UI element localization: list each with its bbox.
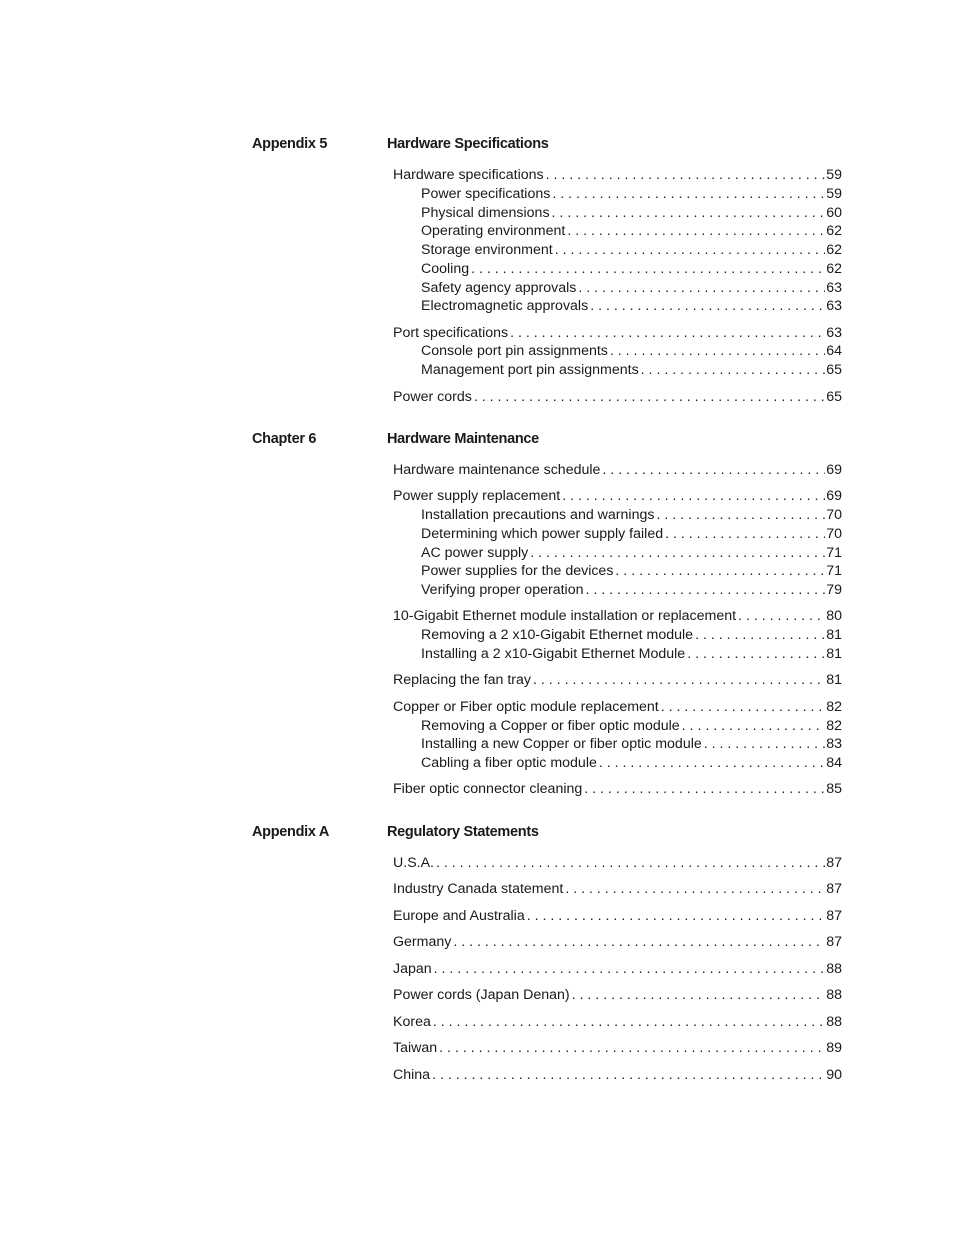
toc-entry-text: Determining which power supply failed — [421, 526, 664, 542]
toc-entry-text: Europe and Australia — [393, 908, 525, 924]
toc-entry[interactable] — [421, 544, 842, 562]
toc-entry-page: 62 — [826, 261, 842, 277]
toc-entry-text: Verifying proper operation — [421, 582, 584, 598]
toc-entry[interactable] — [421, 581, 842, 599]
toc-entry-page: 70 — [826, 507, 842, 523]
leader-dots — [615, 562, 825, 580]
toc-entry[interactable] — [393, 607, 842, 625]
section-title: Regulatory Statements — [387, 824, 539, 840]
toc-entry-page: 62 — [826, 242, 842, 258]
toc-entry-text: Removing a Copper or fiber optic module — [421, 718, 680, 734]
toc-entry[interactable] — [421, 717, 842, 735]
leader-dots — [661, 698, 825, 716]
toc-entry-text: Removing a 2 x10-Gigabit Ethernet module — [421, 627, 694, 643]
toc-entry[interactable] — [421, 297, 842, 315]
leader-dots — [434, 960, 826, 978]
toc-entry-page: 79 — [826, 582, 842, 598]
toc-entry-text: Hardware specifications — [393, 167, 544, 183]
leader-dots — [562, 487, 825, 505]
leader-dots — [433, 1013, 825, 1031]
toc-entry-page: 82 — [826, 699, 842, 715]
leader-dots — [695, 626, 825, 644]
section-label: Appendix A — [252, 824, 330, 840]
leader-dots — [687, 645, 825, 663]
toc-entry-text: Electromagnetic approvals — [421, 298, 589, 314]
toc-entry[interactable] — [393, 880, 842, 898]
toc-entry-page: 63 — [826, 298, 842, 314]
toc-entry-text: Safety agency approvals — [421, 280, 577, 296]
toc-entry-text: Management port pin assignments — [421, 362, 639, 378]
toc-entry[interactable] — [393, 780, 842, 798]
leader-dots — [572, 986, 826, 1004]
toc-entry-page: 64 — [826, 343, 842, 359]
toc-entry-page: 63 — [826, 280, 842, 296]
toc-entry-page: 59 — [826, 186, 842, 202]
toc-entry[interactable] — [393, 487, 842, 505]
toc-entry-text: Installation precautions and warnings — [421, 507, 655, 523]
toc-entry-text: Cabling a fiber optic module — [421, 755, 597, 771]
leader-dots — [682, 717, 826, 735]
toc-entry[interactable] — [393, 1066, 842, 1084]
toc-entry-text: Installing a 2 x10-Gigabit Ethernet Module — [421, 646, 686, 662]
toc-entry[interactable] — [393, 388, 842, 406]
leader-dots — [565, 880, 825, 898]
toc-entry[interactable] — [393, 461, 842, 479]
toc-entry-page: 71 — [826, 545, 842, 561]
toc-entry[interactable] — [393, 854, 842, 872]
toc-entry-text: Power cords — [393, 389, 472, 405]
toc-entry-text: Port specifications — [393, 325, 509, 341]
section-title: Hardware Maintenance — [387, 431, 539, 447]
section-title: Hardware Specifications — [387, 136, 549, 152]
toc-entry-text: Hardware maintenance schedule — [393, 462, 601, 478]
toc-entry[interactable] — [421, 645, 842, 663]
toc-entry[interactable] — [393, 698, 842, 716]
leader-dots — [656, 506, 825, 524]
leader-dots — [527, 907, 826, 925]
toc-entry-text: U.S.A. — [393, 855, 434, 871]
toc-entry[interactable] — [421, 361, 842, 379]
leader-dots — [552, 204, 826, 222]
toc-entry-text: Industry Canada statement — [393, 881, 564, 897]
leader-dots — [738, 607, 825, 625]
toc-entry[interactable] — [393, 960, 842, 978]
toc-entry-page: 62 — [826, 223, 842, 239]
toc-entry[interactable] — [421, 279, 842, 297]
toc-entry-page: 59 — [826, 167, 842, 183]
leader-dots — [453, 933, 825, 951]
toc-entry-page: 65 — [826, 362, 842, 378]
toc-entry-text: Power supplies for the devices — [421, 563, 614, 579]
leader-dots — [578, 279, 825, 297]
toc-entry-page: 60 — [826, 205, 842, 221]
toc-entry-text: Storage environment — [421, 242, 553, 258]
toc-entry-text: Replacing the fan tray — [393, 672, 532, 688]
leader-dots — [546, 166, 826, 184]
toc-entry[interactable] — [421, 342, 842, 360]
leader-dots — [641, 361, 826, 379]
leader-dots — [665, 525, 825, 543]
toc-entry[interactable] — [421, 562, 842, 580]
toc-entry-text: China — [393, 1067, 431, 1083]
toc-entry-page: 87 — [826, 881, 842, 897]
toc-entry-page: 81 — [826, 646, 842, 662]
toc-entry-text: Taiwan — [393, 1040, 438, 1056]
toc-entry[interactable] — [421, 204, 842, 222]
toc-entry-text: Installing a new Copper or fiber optic module — [421, 736, 702, 752]
toc-entry-page: 69 — [826, 488, 842, 504]
leader-dots — [610, 342, 825, 360]
leader-dots — [436, 854, 825, 872]
toc-entry-page: 87 — [826, 934, 842, 950]
toc-entry-text: Cooling — [421, 261, 470, 277]
toc-entry-page: 89 — [826, 1040, 842, 1056]
toc-entry[interactable] — [421, 185, 842, 203]
toc-entry[interactable] — [393, 166, 842, 184]
toc-entry-text: AC power supply — [421, 545, 529, 561]
section-label: Chapter 6 — [252, 431, 317, 447]
leader-dots — [471, 260, 825, 278]
toc-entry[interactable] — [421, 241, 842, 259]
leader-dots — [432, 1066, 825, 1084]
toc-entry[interactable] — [393, 907, 842, 925]
toc-entry-text: Physical dimensions — [421, 205, 550, 221]
toc-entry-page: 69 — [826, 462, 842, 478]
toc-entry[interactable] — [421, 506, 842, 524]
leader-dots — [474, 388, 825, 406]
toc-entry-page: 85 — [826, 781, 842, 797]
toc-entry-page: 87 — [826, 908, 842, 924]
toc-entry-text: 10-Gigabit Ethernet module installation or replacement — [393, 608, 737, 624]
toc-entry[interactable] — [393, 671, 842, 689]
toc-entry[interactable] — [421, 222, 842, 240]
leader-dots — [555, 241, 826, 259]
leader-dots — [590, 297, 825, 315]
leader-dots — [599, 754, 825, 772]
toc-entry-page: 88 — [826, 987, 842, 1003]
leader-dots — [530, 544, 825, 562]
section-label: Appendix 5 — [252, 136, 328, 152]
toc-entry-page: 81 — [826, 627, 842, 643]
toc-entry-page: 87 — [826, 855, 842, 871]
toc-entry-page: 84 — [826, 755, 842, 771]
toc-entry-text: Console port pin assignments — [421, 343, 608, 359]
leader-dots — [585, 581, 825, 599]
toc-entry-page: 90 — [826, 1067, 842, 1083]
leader-dots — [552, 185, 825, 203]
toc-entry[interactable] — [393, 1039, 842, 1057]
leader-dots — [704, 735, 825, 753]
toc-entry-text: Copper or Fiber optic module replacement — [393, 699, 659, 715]
toc-entry-page: 71 — [826, 563, 842, 579]
toc-entry[interactable] — [393, 986, 842, 1004]
toc-entry-text: Power supply replacement — [393, 488, 561, 504]
toc-entry[interactable] — [421, 626, 842, 644]
toc-entry-page: 81 — [826, 672, 842, 688]
toc-entry[interactable] — [393, 324, 842, 342]
toc-entry-text: Korea — [393, 1014, 431, 1030]
leader-dots — [439, 1039, 825, 1057]
toc-entry[interactable] — [421, 754, 842, 772]
toc-entry-text: Fiber optic connector cleaning — [393, 781, 583, 797]
toc-entry[interactable] — [421, 735, 842, 753]
toc-entry-page: 63 — [826, 325, 842, 341]
leader-dots — [533, 671, 825, 689]
toc-entry-page: 82 — [826, 718, 842, 734]
leader-dots — [602, 461, 825, 479]
toc-entry-text: Power cords (Japan Denan) — [393, 987, 570, 1003]
toc-entry-text: Power specifications — [421, 186, 551, 202]
toc-entry-page: 83 — [826, 736, 842, 752]
toc-entry[interactable] — [393, 1013, 842, 1031]
leader-dots — [584, 780, 825, 798]
toc-entry-page: 88 — [826, 1014, 842, 1030]
leader-dots — [510, 324, 825, 342]
toc-entry-text: Germany — [393, 934, 452, 950]
toc-entry[interactable] — [421, 260, 842, 278]
toc-entry[interactable] — [421, 525, 842, 543]
toc-entry[interactable] — [393, 933, 842, 951]
toc-entry-page: 88 — [826, 961, 842, 977]
leader-dots — [567, 222, 825, 240]
toc-entry-page: 65 — [826, 389, 842, 405]
toc-entry-page: 70 — [826, 526, 842, 542]
toc-entry-page: 80 — [826, 608, 842, 624]
toc-entry-text: Operating environment — [421, 223, 566, 239]
toc-entry-text: Japan — [393, 961, 432, 977]
